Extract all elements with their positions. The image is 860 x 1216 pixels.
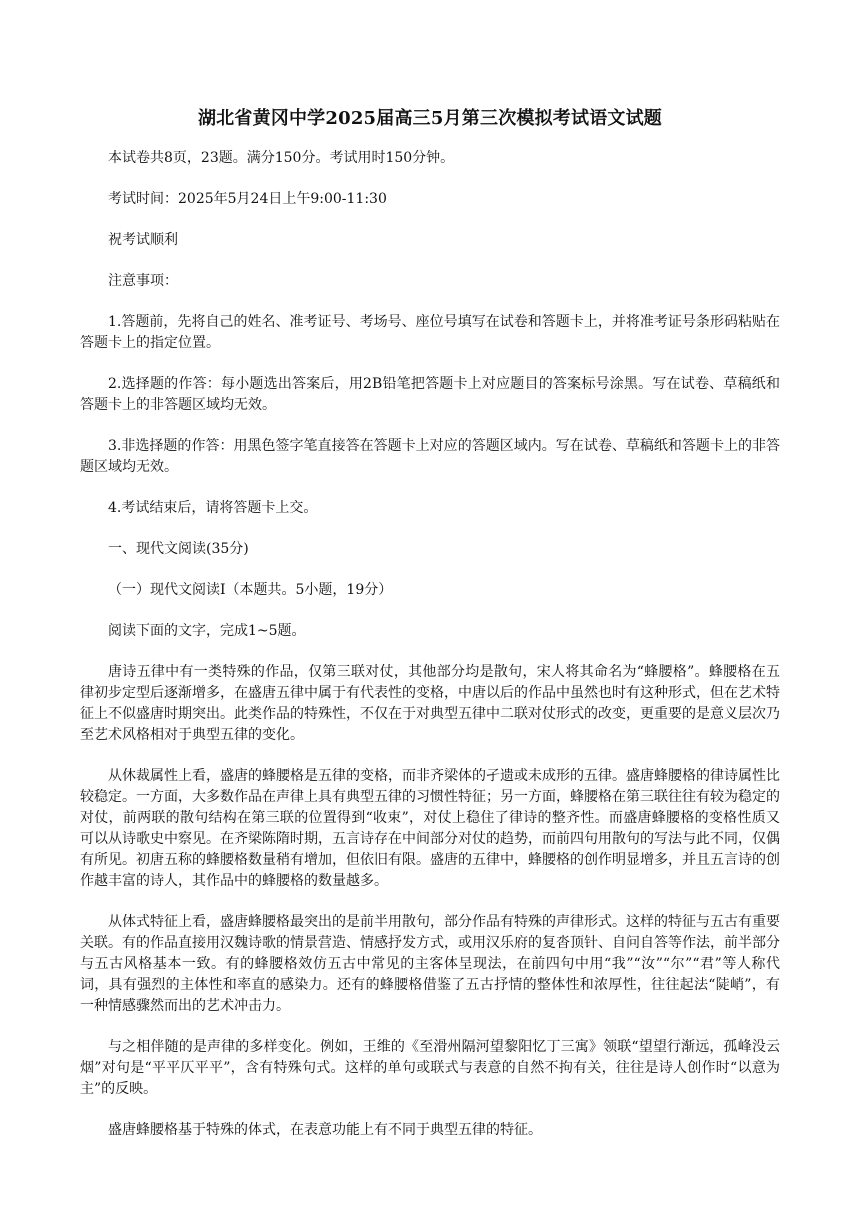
notice-item-1: 1.答题前，先将自己的姓名、准考证号、考场号、座位号填写在试卷和答题卡上，并将准考证号条形码粘贴在答题卡上的指定位置。 [80,314,780,351]
passage-paragraph-4: 与之相伴随的是声律的多样变化。例如，王维的《至滑州隔河望黎阳忆丁三寓》领联“望望行渐远，孤峰没云烟”对句是“平平仄平平”，含有特殊句式。这样的单句或联式与表意的自然不拘有关，往往是诗人创作时“以意为主”的反映。 [80,1039,780,1097]
exam-time: 考试时间：2025年5月24日上午9:00-11:30 [108,191,387,207]
notice-item-3: 3.非选择题的作答：用黑色签字笔直接答在答题卡上对应的答题区域内。写在试卷、草稿纸和答题卡上的非答题区域均无效。 [80,438,780,475]
passage-paragraph-1: 唐诗五律中有一类特殊的作品，仅第三联对仗，其他部分均是散句，宋人将其命名为“蜂腰格”。蜂腰格在五律初步定型后逐渐增多，在盛唐五律中属于有代表性的变格，中唐以后的作品中虽然也时有这种形式，但在艺术特征上不似盛唐时期突出。此类作品的特殊性，不仅在于对典型五律中二联对仗形式的改变，更重要的是意义层次乃至艺术风格相对于典型五律的变化。 [80,664,780,743]
exam-info: 本试卷共8页，23题。满分150分。考试用时150分钟。 [108,150,455,166]
notice-heading: 注意事项： [108,273,178,289]
document-body [80,148,780,1161]
notice-item-2: 2.选择题的作答：每小题选出答案后，用2B铅笔把答题卡上对应题目的答案标号涂黑。写在试卷、草稿纸和答题卡上的非答题区域均无效。 [80,376,780,413]
passage-paragraph-5: 盛唐蜂腰格基于特殊的体式，在表意功能上有不同于典型五律的特征。 [108,1122,542,1138]
notice-item-4: 4.考试结束后，请将答题卡上交。 [108,500,318,516]
document-title: 湖北省黄冈中学2025届高三5月第三次模拟考试语文试题 [197,108,663,129]
passage-paragraph-3: 从体式特征上看，盛唐蜂腰格最突出的是前半用散句，部分作品有特殊的声律形式。这样的特征与五古有重要关联。有的作品直接用汉魏诗歌的情景营造、情感抒发方式，或用汉乐府的复沓顶针、自问自答等作法，前半部分与五古风格基本一致。有的蜂腰格效仿五古中常见的主客体呈现法，在前四句中用“我”“汝”“尔”“君”等人称代词，具有强烈的主体性和率直的感染力。还有的蜂腰格借鉴了五古抒情的整体性和浓厚性，往往起法“陡峭”，有一种情感骤然而出的艺术冲击力。 [80,914,780,1014]
subsection-heading: （一）现代文阅读Ⅰ（本题共。5小题，19分） [108,582,393,598]
passage-paragraph-2: 从休裁属性上看，盛唐的蜂腰格是五律的变格，而非齐梁体的孑遗或未成形的五律。盛唐蜂腰格的律诗属性比较稳定。一方面，大多数作品在声律上具有典型五律的习惯性特征；另一方面，蜂腰格在第三联往往有较为稳定的对仗，前两联的散句结构在第三联的位置得到“收束”，对仗上稳住了律诗的整齐性。而盛唐蜂腰格的变格性质又可以从诗歌史中察见。在齐梁陈隋时期，五言诗存在中间部分对仗的趋势，而前四句用散句的写法与此不同，仅偶有所见。初唐五称的蜂腰格数量稍有增加，但依旧有限。盛唐的五律中，蜂腰格的创作明显增多，并且五言诗的创作越丰富的诗人，其作品中的蜂腰格的数量越多。 [80,768,780,889]
good-luck: 祝考试顺利 [108,232,178,248]
reading-instruction: 阅读下面的文字，完成1~5题。 [108,623,306,639]
section-heading: 一、现代文阅读(35分) [108,541,249,557]
